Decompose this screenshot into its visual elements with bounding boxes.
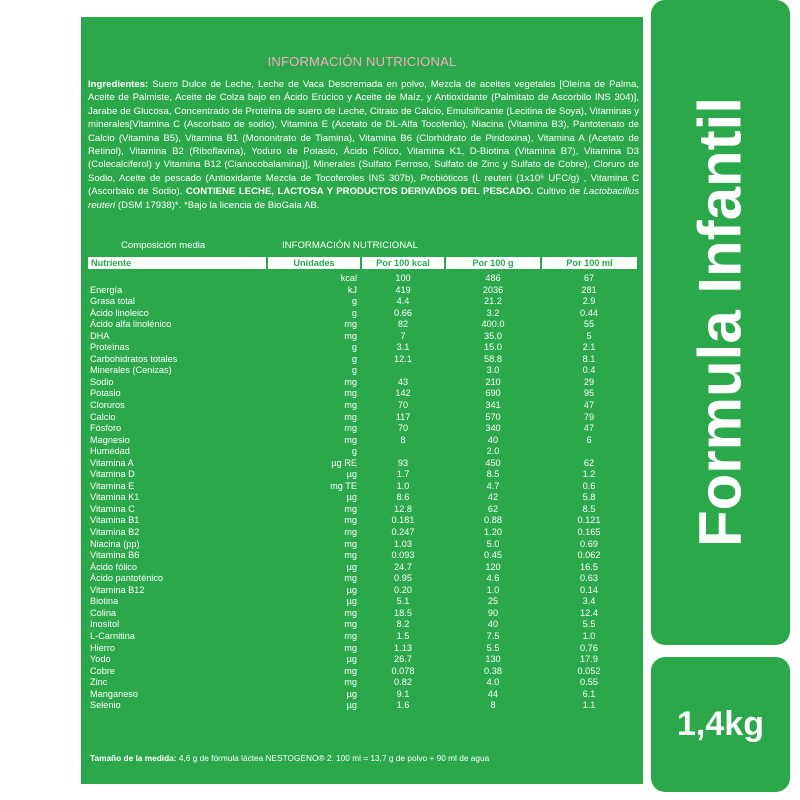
table-row bbox=[88, 666, 637, 678]
value-per-100ml: 55 bbox=[583, 319, 595, 330]
value-per-100ml: 0.6 bbox=[582, 480, 596, 491]
unit-cell: mg bbox=[344, 319, 357, 330]
value-per-100kcal: 5.1 bbox=[396, 596, 410, 607]
value-per-100ml: 1.0 bbox=[582, 630, 596, 641]
value-per-100ml: 0.062 bbox=[577, 550, 601, 561]
value-per-100ml: 281 bbox=[581, 284, 597, 295]
unit-cell: kJ bbox=[347, 284, 357, 295]
value-per-100g: 15.0 bbox=[484, 342, 502, 353]
value-per-100kcal: 8 bbox=[400, 434, 406, 445]
nutrient-name: Vitamina B2 bbox=[90, 527, 140, 538]
serving-size-lead: Tamaño de la medida: bbox=[90, 753, 177, 763]
unit-cell: g bbox=[351, 353, 357, 364]
value-per-100ml: 29 bbox=[583, 376, 595, 387]
value-per-100ml: 12.4 bbox=[580, 607, 598, 618]
value-per-100g: 3.2 bbox=[486, 307, 500, 318]
table-row bbox=[88, 700, 637, 712]
value-per-100g: 44 bbox=[487, 688, 499, 699]
unit-cell: mg bbox=[344, 503, 357, 514]
table-row bbox=[88, 412, 637, 424]
value-per-100kcal: 0.95 bbox=[394, 573, 412, 584]
unit-cell: g bbox=[351, 365, 357, 376]
unit-cell: mg bbox=[344, 400, 357, 411]
value-per-100kcal: 100 bbox=[395, 273, 411, 283]
nutrient-name: Vitamina D bbox=[90, 469, 135, 480]
value-per-100g: 42 bbox=[487, 492, 499, 503]
weight-text: 1,4kg bbox=[677, 705, 764, 743]
table-row bbox=[88, 469, 637, 481]
value-per-100ml: 79 bbox=[583, 411, 595, 422]
value-per-100kcal: 70 bbox=[397, 423, 409, 434]
value-per-100ml: 95 bbox=[583, 388, 595, 399]
value-per-100kcal: 82 bbox=[397, 319, 409, 330]
table-row bbox=[88, 585, 637, 597]
value-per-100ml: 1.1 bbox=[582, 700, 596, 711]
table-row bbox=[88, 400, 637, 412]
nutrient-name: Vitamina B6 bbox=[90, 550, 140, 561]
unit-cell: mg bbox=[344, 515, 357, 526]
value-per-100ml: 8.1 bbox=[582, 353, 596, 364]
value-per-100g: 2.0 bbox=[486, 446, 500, 457]
nutrient-name: Manganeso bbox=[90, 688, 139, 699]
value-per-100kcal: 93 bbox=[397, 457, 409, 468]
value-per-100g: 341 bbox=[485, 400, 501, 411]
value-per-100g: 58.8 bbox=[484, 353, 502, 364]
value-per-100kcal: 1.6 bbox=[396, 700, 410, 711]
table-row bbox=[88, 643, 637, 655]
value-per-100kcal bbox=[361, 446, 445, 458]
table-row bbox=[88, 435, 637, 447]
value-per-100ml: 62 bbox=[583, 457, 595, 468]
table-header-row bbox=[88, 257, 637, 269]
value-per-100ml: 0.165 bbox=[577, 527, 601, 538]
value-per-100g: 450 bbox=[485, 457, 501, 468]
unit-cell: µg bbox=[346, 700, 357, 711]
table-row bbox=[88, 515, 637, 527]
value-per-100kcal: 419 bbox=[395, 284, 411, 295]
col-header-per-100kcal: Por 100 kcal bbox=[361, 257, 445, 269]
value-per-100kcal: 0.247 bbox=[391, 527, 415, 538]
value-per-100kcal: 0.20 bbox=[394, 584, 412, 595]
unit-cell: µg bbox=[346, 596, 357, 607]
value-per-100kcal: 12.1 bbox=[394, 353, 412, 364]
value-per-100kcal: 1.5 bbox=[396, 630, 410, 641]
value-per-100kcal: 9.1 bbox=[396, 688, 410, 699]
table-row bbox=[88, 388, 637, 400]
value-per-100ml: 1.2 bbox=[582, 469, 596, 480]
nutrient-name: Ácido pantoténico bbox=[90, 573, 164, 584]
nutrient-name: Vitamina B1 bbox=[90, 515, 140, 526]
value-per-100g: 7.5 bbox=[486, 630, 500, 641]
product-type-text: Formula Infantil bbox=[686, 97, 754, 547]
table-row bbox=[88, 689, 637, 701]
table-row bbox=[88, 619, 637, 631]
nutrient-name: DHA bbox=[90, 330, 110, 341]
unit-cell: mg bbox=[344, 388, 357, 399]
value-per-100ml: 0.121 bbox=[577, 515, 601, 526]
nutrient-name: Humedad bbox=[90, 446, 130, 457]
col-header-units: Unidades bbox=[267, 257, 361, 269]
table-row bbox=[88, 365, 637, 377]
table-row bbox=[88, 377, 637, 389]
nutrient-name: Vitamina A bbox=[90, 457, 134, 468]
value-per-100kcal bbox=[361, 365, 445, 377]
value-per-100kcal: 1.0 bbox=[396, 480, 410, 491]
unit-cell: mg bbox=[344, 630, 357, 641]
table-row bbox=[88, 331, 637, 343]
table-row bbox=[88, 458, 637, 470]
unit-cell: g bbox=[351, 342, 357, 353]
value-per-100kcal: 3.1 bbox=[396, 342, 410, 353]
table-row bbox=[88, 354, 637, 366]
value-per-100g: 1.20 bbox=[484, 527, 502, 538]
value-per-100kcal: 142 bbox=[395, 388, 411, 399]
value-per-100kcal: 1.13 bbox=[394, 642, 412, 653]
value-per-100g: 570 bbox=[485, 411, 501, 422]
unit-cell: mg TE bbox=[330, 480, 357, 491]
table-row bbox=[88, 550, 637, 562]
value-per-100ml: 47 bbox=[583, 423, 595, 434]
table-row bbox=[88, 423, 637, 435]
value-per-100g: 0.88 bbox=[484, 515, 502, 526]
nutrient-name: Hierro bbox=[90, 642, 116, 653]
nutrient-name: Biotina bbox=[90, 596, 119, 607]
ingredients-tail-a: Cultivo de bbox=[536, 186, 581, 198]
value-per-100g: 5.0 bbox=[486, 538, 500, 549]
value-per-100ml: 2.9 bbox=[582, 296, 596, 307]
nutrient-name: Cobre bbox=[90, 665, 116, 676]
value-per-100g: 1.0 bbox=[486, 584, 500, 595]
nutrient-name: Proteínas bbox=[90, 342, 130, 353]
value-per-100ml: 6 bbox=[586, 434, 592, 445]
value-per-100g: 62 bbox=[487, 503, 499, 514]
value-per-100kcal: 43 bbox=[397, 376, 409, 387]
serving-size-body: 4,6 g de fórmula láctea NESTOGENO® 2. 100 ml = 13,7 g de polvo + 90 ml de agua bbox=[178, 753, 490, 763]
value-per-100ml: 47 bbox=[583, 400, 595, 411]
value-per-100kcal: 26.7 bbox=[394, 654, 412, 665]
unit-cell: mg bbox=[344, 423, 357, 434]
unit-cell: g bbox=[351, 307, 357, 318]
value-per-100g: 400.0 bbox=[481, 319, 505, 330]
value-per-100ml: 0.44 bbox=[580, 307, 598, 318]
value-per-100ml: 0.69 bbox=[580, 538, 598, 549]
value-per-100ml: 6.1 bbox=[582, 688, 596, 699]
nutrient-name: Potasio bbox=[90, 388, 121, 399]
nutrient-name: Ácido fólico bbox=[90, 561, 137, 572]
composition-subheader: Composición media bbox=[121, 240, 206, 251]
unit-cell: mg bbox=[344, 607, 357, 618]
value-per-100ml bbox=[541, 446, 637, 458]
value-per-100g: 0.38 bbox=[484, 665, 502, 676]
nutrient-name: Selenio bbox=[90, 700, 121, 711]
value-per-100g: 90 bbox=[487, 607, 499, 618]
value-per-100g: 2036 bbox=[482, 284, 504, 295]
value-per-100g: 4.7 bbox=[486, 480, 500, 491]
table-row bbox=[88, 654, 637, 666]
value-per-100kcal: 117 bbox=[395, 411, 411, 422]
table-row-energy-kcal bbox=[88, 273, 637, 285]
unit-cell: kcal bbox=[340, 273, 357, 283]
nutrient-name: Minerales (Cenizas) bbox=[90, 365, 172, 376]
nutrition-label-panel bbox=[81, 17, 643, 784]
value-per-100kcal: 8.2 bbox=[396, 619, 410, 630]
nutrient-name: Calcio bbox=[90, 411, 116, 422]
value-per-100g: 25 bbox=[487, 596, 499, 607]
value-per-100ml: 3.4 bbox=[582, 596, 596, 607]
value-per-100ml: 5 bbox=[586, 330, 592, 341]
value-per-100kcal: 24.7 bbox=[394, 561, 412, 572]
value-per-100g: 40 bbox=[487, 619, 499, 630]
value-per-100g: 3.0 bbox=[486, 365, 500, 376]
value-per-100ml: 5.8 bbox=[582, 492, 596, 503]
nutrient-name: Sodio bbox=[90, 376, 114, 387]
allergen-statement: CONTIENE LECHE, LACTOSA Y PRODUCTOS DERIVADOS DEL PESCADO. bbox=[185, 186, 534, 198]
unit-cell: mg bbox=[344, 665, 357, 676]
unit-cell: mg bbox=[344, 411, 357, 422]
value-per-100ml: 0.4 bbox=[582, 365, 596, 376]
nutrient-name: Cloruros bbox=[90, 400, 125, 411]
value-per-100kcal: 1.7 bbox=[396, 469, 410, 480]
unit-cell: mg bbox=[344, 330, 357, 341]
probiotic-name: Lactobacillus reuteri bbox=[88, 186, 639, 211]
value-per-100kcal: 0.66 bbox=[394, 307, 412, 318]
value-per-100ml: 17.9 bbox=[580, 654, 598, 665]
value-per-100g: 40 bbox=[487, 434, 499, 445]
value-per-100kcal: 0.181 bbox=[391, 515, 415, 526]
col-header-per-100ml: Por 100 ml bbox=[541, 257, 637, 269]
nutrient-name: Magnesio bbox=[90, 434, 130, 445]
value-per-100g: 8 bbox=[490, 700, 496, 711]
unit-cell: µg bbox=[346, 688, 357, 699]
table-row bbox=[88, 608, 637, 620]
serving-size-note bbox=[90, 753, 489, 763]
unit-cell: mg bbox=[344, 527, 357, 538]
nutrition-subheader: INFORMACIÓN NUTRICIONAL bbox=[282, 240, 418, 251]
unit-cell: mg bbox=[344, 434, 357, 445]
table-row bbox=[88, 481, 637, 493]
value-per-100ml: 0.052 bbox=[577, 665, 601, 676]
label-title: INFORMACIÓN NUTRICIONAL bbox=[267, 54, 457, 69]
unit-cell: µg bbox=[346, 492, 357, 503]
unit-cell: µg bbox=[346, 561, 357, 572]
value-per-100ml: 8.5 bbox=[582, 503, 596, 514]
value-per-100g: 0.45 bbox=[484, 550, 502, 561]
table-row bbox=[88, 573, 637, 585]
value-per-100kcal: 0.82 bbox=[394, 677, 412, 688]
table-row bbox=[88, 562, 637, 574]
unit-cell: g bbox=[351, 296, 357, 307]
value-per-100g: 120 bbox=[485, 561, 501, 572]
value-per-100kcal: 7 bbox=[400, 330, 406, 341]
value-per-100ml: 16.5 bbox=[580, 561, 598, 572]
value-per-100g: 486 bbox=[485, 273, 501, 283]
nutrient-name: Vitamina K1 bbox=[90, 492, 140, 503]
value-per-100g: 130 bbox=[485, 654, 501, 665]
unit-cell: mg bbox=[344, 550, 357, 561]
value-per-100ml: 0.76 bbox=[580, 642, 598, 653]
value-per-100ml: 0.55 bbox=[580, 677, 598, 688]
value-per-100g: 340 bbox=[485, 423, 501, 434]
ingredients-tail-c: (DSM 17938)*. *Bajo la licencia de BioGaia AB. bbox=[117, 199, 320, 211]
table-row bbox=[88, 308, 637, 320]
unit-cell: g bbox=[351, 446, 357, 457]
unit-cell: mg bbox=[344, 642, 357, 653]
table-row bbox=[88, 539, 637, 551]
ingredients-lead: Ingredientes: bbox=[88, 79, 149, 90]
nutrient-name: Carbohidratos totales bbox=[90, 353, 178, 364]
nutrient-name: Ácido alfa linolénico bbox=[90, 319, 172, 330]
unit-cell: µg RE bbox=[331, 457, 357, 468]
value-per-100g: 5.5 bbox=[486, 642, 500, 653]
nutrient-name: Ácido linoleico bbox=[90, 307, 149, 318]
value-per-100kcal: 0.078 bbox=[391, 665, 415, 676]
nutrient-name: Niacina (pp) bbox=[90, 538, 140, 549]
nutrient-name: Vitamina E bbox=[90, 480, 135, 491]
value-per-100g: 4.0 bbox=[486, 677, 500, 688]
table-row bbox=[88, 319, 637, 331]
nutrient-name: L-Carnitina bbox=[90, 630, 135, 641]
table-row bbox=[88, 342, 637, 354]
value-per-100kcal: 18.5 bbox=[394, 607, 412, 618]
nutrient-name: Vitamina C bbox=[90, 503, 135, 514]
unit-cell: µg bbox=[346, 584, 357, 595]
value-per-100g: 8.5 bbox=[486, 469, 500, 480]
nutrient-name: Vitamina B12 bbox=[90, 584, 145, 595]
value-per-100kcal: 8.6 bbox=[396, 492, 410, 503]
nutrient-name: Energía bbox=[90, 284, 123, 295]
unit-cell: mg bbox=[344, 538, 357, 549]
value-per-100ml: 0.14 bbox=[580, 584, 598, 595]
table-row bbox=[88, 504, 637, 516]
nutrient-name: Yodo bbox=[90, 654, 111, 665]
value-per-100kcal: 12.8 bbox=[394, 503, 412, 514]
ingredients-body: Suero Dulce de Leche, Leche de Vaca Descremada en polvo, Mezcla de aceites vegetales [Oleína de Palma, Aceite de Palmiste, Aceite de Colza bajo en Ácido Erúcico y Aceite de Maíz, y Antioxidante (Palmitato de Ascorbilo INS 304)], Jarabe de Glucosa, Concentrado de Proteína de suero de Leche, Citrato de Calcio, Emulsificante (Lecitina de Soya), Vitaminas y minerales[Vitamina C (Ascorbato de sodio), Vitamina E (Acetato de DL-Alfa Tocoferilo), Niacina (Vitamina B3), Pantotenato de Calcio (Vitamina B5), Vitamina B1 (Mononitrato de Tiamina), Vitamina B6 (Clorhidrato de Piridoxina), Vitamina A (Acetato de Retinol), Vitamina B2 (Riboflavina), Yoduro de Potasio, Ácido Fólico, Vitamina K1, D-Biotina (Vitamina B7), Vitamina D3 (Colecalciferol) y Vitamina B12 (Cianocobalamina)], Minerales (Sulfato Ferroso, Sulfato de Zinc y Sulfato de Cobre), Cloruro de Sodio, Aceite de pescado (Antioxidante Mezcla de Tocoferoles INS 307b), Probióticos (L reuteri (1x10⁶ UFC/g) , Vitamina C (Ascorbato de Sodio). bbox=[88, 79, 639, 198]
table-row bbox=[88, 492, 637, 504]
table-row bbox=[88, 631, 637, 643]
col-header-per-100g: Por 100 g bbox=[445, 257, 541, 269]
value-per-100ml: 67 bbox=[583, 273, 595, 283]
unit-cell: mg bbox=[344, 619, 357, 630]
nutrient-name: Colina bbox=[90, 607, 117, 618]
value-per-100g: 4.6 bbox=[486, 573, 500, 584]
value-per-100ml: 5.5 bbox=[582, 619, 596, 630]
value-per-100g: 21.2 bbox=[484, 296, 502, 307]
value-per-100kcal: 70 bbox=[397, 400, 409, 411]
table-row bbox=[88, 527, 637, 539]
value-per-100g: 690 bbox=[485, 388, 501, 399]
value-per-100g: 35.0 bbox=[484, 330, 502, 341]
nutrient-name: Fósforo bbox=[90, 423, 122, 434]
unit-cell: mg bbox=[344, 573, 357, 584]
weight-badge bbox=[651, 657, 790, 792]
unit-cell: mg bbox=[344, 677, 357, 688]
col-header-nutrient: Nutriente bbox=[88, 257, 267, 269]
nutrient-name: Zinc bbox=[90, 677, 108, 688]
nutrient-name: Inositol bbox=[90, 619, 120, 630]
table-row bbox=[88, 596, 637, 608]
value-per-100ml: 2.1 bbox=[582, 342, 596, 353]
unit-cell: µg bbox=[346, 469, 357, 480]
nutrient-name: Grasa total bbox=[90, 296, 135, 307]
unit-cell: µg bbox=[346, 654, 357, 665]
value-per-100g: 210 bbox=[485, 376, 501, 387]
table-row bbox=[88, 296, 637, 308]
ingredients-text bbox=[88, 78, 639, 212]
unit-cell: mg bbox=[344, 376, 357, 387]
value-per-100ml: 0.63 bbox=[580, 573, 598, 584]
value-per-100kcal: 0.093 bbox=[391, 550, 415, 561]
value-per-100kcal: 1.03 bbox=[394, 538, 412, 549]
value-per-100kcal: 4.4 bbox=[396, 296, 410, 307]
table-row bbox=[88, 446, 637, 458]
nutrition-table bbox=[88, 257, 637, 712]
table-row bbox=[88, 677, 637, 689]
